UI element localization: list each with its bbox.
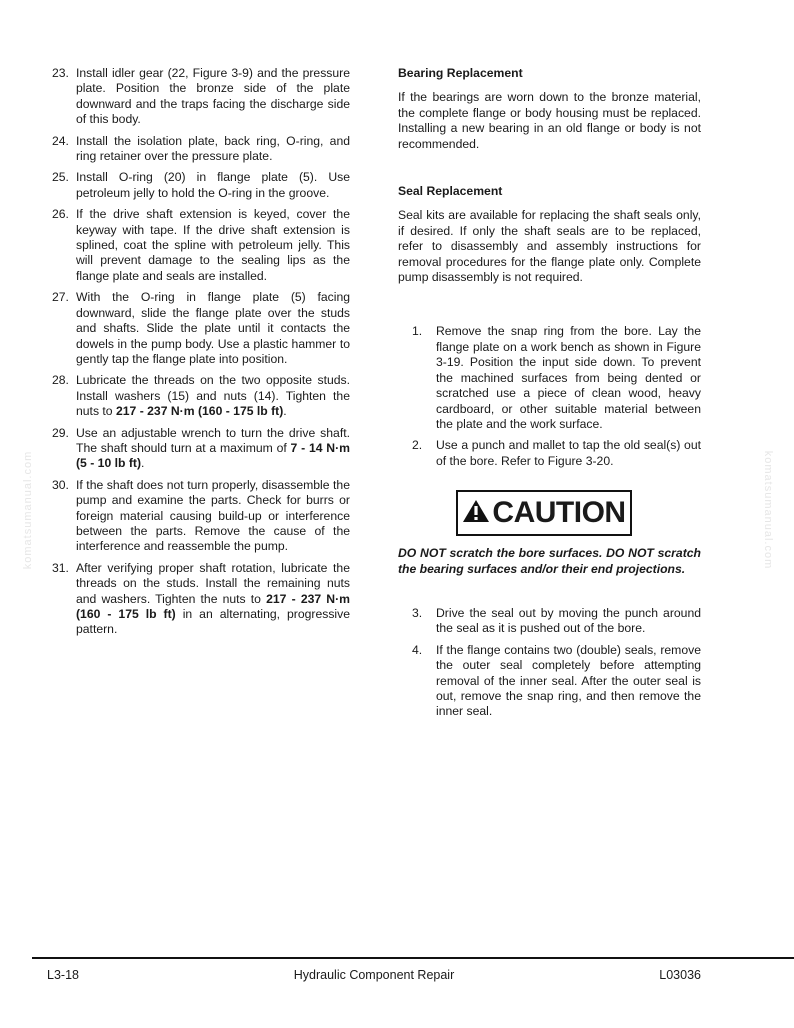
step-number: 24. (52, 133, 69, 148)
step-text-main: Use an adjustable wrench to turn the drive shaft. The shaft should turn at a maximum of (76, 425, 350, 455)
step-text: Use a punch and mallet to tap the old seal(s) out of the bore. Refer to Figure 3-20. (436, 438, 701, 468)
step-28 (52, 373, 350, 419)
step-text: If the shaft does not turn properly, disassemble the pump and examine the parts. Check for burrs or foreign material causing build-up or interference between the parts. Remove the cause of the interference and reassemble the pump. (76, 477, 350, 554)
torque-spec: 217 - 237 N·m (160 - 175 lb ft) (115, 404, 284, 419)
step-text-after: . (283, 404, 287, 419)
step-number: 28. (52, 373, 69, 388)
step-text (76, 561, 350, 638)
step-27 (52, 290, 350, 367)
step-number: 2. (412, 438, 423, 453)
bearing-replacement-text: If the bearings are worn down to the bronze material, the complete flange or body housing must be replaced. Installing a new bearing in an old flange or body is not recommended. (398, 90, 701, 151)
warning-triangle-icon (462, 499, 490, 527)
step-number: 26. (52, 207, 69, 222)
step-number: 27. (52, 290, 69, 305)
step-text: With the O-ring in flange plate (5) facing downward, slide the flange plate over the studs and shafts. Slide the plate until it contacts the dowels in the pump body. Use a plastic hammer to gently tap the flange plate into position. (76, 290, 350, 366)
step-text: Remove the snap ring from the bore. Lay the flange plate on a work bench as shown in Figure 3-19. Position the input side down. To prevent the machined surfaces from being dented or scratched use a piece of clean wood, heavy cardboard, or other suitable material between the plate and the work surface. (436, 324, 701, 431)
step-number: 31. (52, 560, 69, 575)
step-23 (52, 66, 350, 128)
seal-replacement-text: Seal kits are available for replacing the shaft seals only, if desired. If only the shaft seals are to be replaced, refer to disassembly and assembly instructions for removal procedures for the flange plate only. Complete pump disassembly is not required. (398, 208, 701, 285)
step-number: 3. (412, 605, 423, 620)
step-text: If the flange contains two (double) seals, remove the outer seal completely before attempting removal of the inner seal. After the outer seal is out, remove the snap ring, and then remove the inner seal. (436, 642, 701, 719)
torque-spec: 7 - 14 N·m (5 - 10 lb ft) (76, 440, 350, 471)
step-number: 4. (412, 642, 423, 657)
step-25 (52, 170, 350, 201)
step-number: 30. (52, 477, 69, 492)
footer-rule (32, 957, 794, 959)
step-text (76, 373, 350, 419)
step-3 (412, 606, 701, 637)
watermark-left: komatsumanual.com (22, 450, 34, 570)
step-number: 23. (52, 66, 69, 80)
right-column (398, 66, 701, 726)
step-30 (52, 478, 350, 555)
step-2 (412, 438, 701, 469)
step-31 (52, 561, 350, 638)
seal-replacement-heading: Seal Replacement (398, 184, 503, 199)
step-number: 1. (412, 324, 423, 339)
step-24 (52, 134, 350, 165)
caution-block (456, 490, 632, 536)
torque-spec: 217 - 237 N·m (160 - 175 lb ft) (76, 591, 350, 621)
left-column (52, 66, 350, 644)
step-text-after: . (141, 456, 145, 471)
step-text: Install O-ring (20) in flange plate (5). Use petroleum jelly to hold the O-ring in the groove. (76, 170, 350, 200)
step-text: Install idler gear (22, Figure 3-9) and the pressure plate. Position the bronze side of the plate downward and the traps facing the discharge side of this body. (76, 66, 350, 127)
step-4 (412, 643, 701, 720)
step-26 (52, 207, 350, 284)
document-code: L03036 (659, 968, 701, 982)
watermark-right: komatsumanual.com (762, 450, 774, 570)
caution-label: CAUTION (492, 496, 626, 530)
bearing-replacement-heading: Bearing Replacement (398, 66, 523, 80)
caution-text: DO NOT scratch the bore surfaces. DO NOT scratch the bearing surfaces and/or their end projections. (398, 546, 701, 576)
page-number: L3-18 (47, 968, 79, 982)
step-text-main: After verifying proper shaft rotation, lubricate the threads on the studs. Install the remaining nuts and washers. Tighten the nuts to (76, 560, 350, 606)
step-number: 25. (52, 170, 69, 185)
caution-box (456, 490, 632, 536)
step-text (76, 426, 350, 472)
footer-title: Hydraulic Component Repair (293, 968, 455, 982)
seal-steps-b (398, 606, 701, 720)
step-text: Install the isolation plate, back ring, O-ring, and ring retainer over the pressure plate. (76, 133, 350, 164)
seal-steps-a (398, 324, 701, 469)
step-text: If the drive shaft extension is keyed, cover the keyway with tape. If the drive shaft extension is splined, coat the spline with petroleum jelly. This will prevent damage to the sealing lips as the flange plate and seals are installed. (76, 207, 350, 283)
step-29 (52, 426, 350, 472)
step-number: 29. (52, 425, 69, 440)
step-text-after: in an alternating, progressive pattern. (76, 607, 351, 637)
step-text-main: Lubricate the threads on the two opposite studs. Install washers (15) and nuts (14). Tighten the nuts to (76, 373, 350, 419)
step-1 (412, 324, 701, 432)
step-text: Drive the seal out by moving the punch around the seal as it is pushed out of the bore. (436, 605, 701, 636)
